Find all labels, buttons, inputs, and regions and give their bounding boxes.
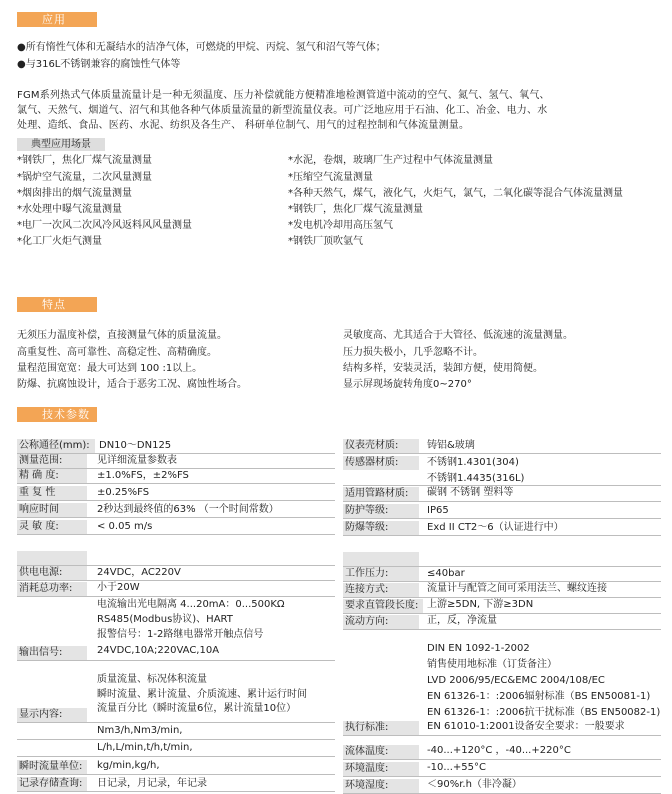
spec-row xyxy=(17,757,335,775)
spec-value: 碳钢 不锈钢 塑料等 xyxy=(427,487,514,498)
spec-value: 24VDC,10A;220VAC,10A xyxy=(97,645,220,656)
spec-row xyxy=(343,502,661,519)
spec-value: 销售使用地标准（订货备注） xyxy=(427,659,557,670)
scene-item: *水泥，卷烟，玻璃厂生产过程中气体流量测量 xyxy=(288,155,493,166)
spec-label: 执行标准: xyxy=(343,721,419,735)
spec-row xyxy=(343,644,661,736)
spec-value: ≤40bar xyxy=(427,568,465,579)
spec-row xyxy=(17,661,335,723)
spec-row xyxy=(17,518,335,535)
spec-value: kg/min,kg/h, xyxy=(97,760,160,771)
spec-row xyxy=(17,501,335,518)
spec-label: 流动方向: xyxy=(343,615,419,629)
spec-row xyxy=(17,437,335,454)
spec-label: 防爆等级: xyxy=(343,521,419,535)
spec-label: 适用管路材质: xyxy=(343,487,419,501)
spec-value: ±0.25%FS xyxy=(97,487,150,498)
specs-right-column xyxy=(343,437,661,794)
spec-value: 瞬时流量、累计流量、介质流速、累计运行时间 xyxy=(97,689,307,700)
spec-label: 仪表壳材质: xyxy=(343,439,419,453)
spec-label: 显示内容: xyxy=(17,708,87,722)
spec-label: 重 复 性 xyxy=(17,486,87,500)
spec-row xyxy=(343,760,661,777)
section-header-specs xyxy=(17,407,97,422)
spec-value: DIN EN 1092-1-2002 xyxy=(427,643,530,654)
spec-row xyxy=(343,519,661,536)
spec-row-continued xyxy=(17,740,335,757)
spec-value: 见详细流量参数表 xyxy=(97,455,177,466)
intro-line: 氯气、天然气、烟道气、沼气和其他各种气体质量流量的新型流量仪表。可广泛地应用于石油、化工、冶金、电力、水 xyxy=(17,105,548,116)
spec-label: 输出信号: xyxy=(17,646,87,660)
spec-value: -40...+120°C ，-40...+220°C xyxy=(427,745,571,756)
spec-label: 瞬时流量单位: xyxy=(17,760,87,774)
scene-item: *压缩空气流量测量 xyxy=(288,172,373,183)
section-title: 技术参数 xyxy=(42,408,90,421)
scene-item: *发电机冷却用高压氢气 xyxy=(288,220,393,231)
spec-label: 精 确 度: xyxy=(17,469,87,483)
spec-row-continued xyxy=(17,723,335,740)
section-title: 应用 xyxy=(42,13,66,26)
feature-item: 高重复性、高可靠性、高稳定性、高精确度。 xyxy=(17,347,217,358)
specs-left-column xyxy=(17,437,335,792)
scene-item: *钢铁厂顶吹氩气 xyxy=(288,236,363,247)
scene-item: *各种天然气，煤气，液化气，火炬气，氯气，二氧化碳等混合气体流量测量 xyxy=(288,188,623,199)
scene-item: *钢铁厂，焦化厂煤气流量测量 xyxy=(17,155,152,166)
spec-value: EN 61326-1：:2006抗干扰标准（BS EN50082-1) xyxy=(427,707,661,718)
spec-value: Exd II CT2～6（认证进行中） xyxy=(427,522,564,533)
spec-value: ±1.0%FS，±2%FS xyxy=(97,470,189,481)
section-title: 特点 xyxy=(42,298,66,311)
spec-label: 工作压力: xyxy=(343,567,419,581)
feature-item: 结构多样，安装灵活，装卸方便，使用简便。 xyxy=(343,363,543,374)
spec-label: 流体温度: xyxy=(343,745,419,759)
spec-value: 不锈钢1.4301(304) xyxy=(427,457,519,468)
spec-value: IP65 xyxy=(427,505,449,516)
spec-row xyxy=(343,437,661,454)
spec-row xyxy=(343,454,661,486)
scene-item: *钢铁厂，焦化厂煤气流量测量 xyxy=(288,204,423,215)
spec-label: 要求直管段长度: xyxy=(343,599,423,613)
spec-label: 环境温度: xyxy=(343,762,419,776)
spec-value: 流量计与配管之间可采用法兰、螺纹连接 xyxy=(427,583,607,594)
spec-value: LVD 2006/95/EC&EMC 2004/108/EC xyxy=(427,675,605,686)
typical-scenes-title: 典型应用场景 xyxy=(17,138,105,151)
spec-row xyxy=(17,454,335,469)
spec-label: 灵 敏 度: xyxy=(17,520,87,534)
feature-item: 防爆、抗腐蚀设计，适合于恶劣工况、腐蚀性场合。 xyxy=(17,379,247,390)
spec-label: 公称通径(mm): xyxy=(17,439,95,453)
scene-item: *烟囱排出的烟气流量测量 xyxy=(17,188,132,199)
spec-label: 连接方式: xyxy=(343,583,419,597)
spec-label: 响应时间 xyxy=(17,503,87,517)
spec-value: 流量百分比（瞬时流量6位，累计流量10位） xyxy=(97,703,297,714)
spec-value: 质量流量、标况体积流量 xyxy=(97,674,207,685)
feature-item: 无须压力温度补偿，直接测量气体的质量流量。 xyxy=(17,330,227,341)
spec-row xyxy=(343,567,661,582)
feature-item: 显示屏现场旋转角度0~270° xyxy=(343,379,472,390)
scene-item: *电厂一次风二次风冷风返料风风量测量 xyxy=(17,220,192,231)
spec-row xyxy=(343,486,661,502)
spec-value: EN 61010-1:2001设备安全要求：一般要求 xyxy=(427,721,625,732)
spec-value: 正，反，净流量 xyxy=(427,615,497,626)
spec-row-empty xyxy=(17,535,335,566)
bullet-line: ●所有惰性气体和无凝结水的洁净气体，可燃烧的甲烷、丙烷、氢气和沼气等气体； xyxy=(17,42,386,53)
feature-item: 量程范围宽宽：最大可达到 100 :1以上。 xyxy=(17,363,203,374)
spec-label: 记录存储查询: xyxy=(17,777,87,791)
section-header-application xyxy=(17,12,97,27)
spec-label xyxy=(343,552,419,566)
spec-label: 防护等级: xyxy=(343,504,419,518)
spec-value: < 0.05 m/s xyxy=(97,521,153,532)
spec-label: 测量范围: xyxy=(17,454,87,468)
spec-label: 消耗总功率: xyxy=(17,582,87,596)
section-header-features xyxy=(17,297,97,312)
spec-value: 上游≥5DN, 下游≥3DN xyxy=(427,599,534,610)
intro-line: 处理、造纸、食品、医药、水泥、纺织及各生产、 科研单位制气、用气的过程控制和气体流量测量。 xyxy=(17,120,470,131)
spec-label: 环境湿度: xyxy=(343,779,419,793)
spec-label: 供电电源: xyxy=(17,566,87,580)
spec-value: -10...+55°C xyxy=(427,762,486,773)
bullet-line: ●与316L不锈钢兼容的腐蚀性气体等 xyxy=(17,59,181,70)
spec-row xyxy=(343,614,661,630)
scene-item: *化工厂火炬气测量 xyxy=(17,236,102,247)
spec-row xyxy=(343,736,661,760)
feature-item: 压力损失极小，几乎忽略不计。 xyxy=(343,347,483,358)
intro-line: FGM系列热式气体质量流量计是一种无须温度、压力补偿就能方便精准地检测管道中流动的空气、氮气、氢气、氧气、 xyxy=(17,90,550,101)
spec-value: EN 61326-1：:2006辐射标准（BS EN50081-1) xyxy=(427,691,651,702)
spec-row xyxy=(17,566,335,581)
spec-row xyxy=(17,484,335,501)
spec-row xyxy=(17,597,335,661)
spec-value: DN10～DN125 xyxy=(99,440,172,451)
spec-row xyxy=(343,777,661,794)
spec-row xyxy=(343,582,661,598)
spec-value: 铸铝&玻璃 xyxy=(427,440,475,451)
scene-item: *水处理中曝气流量测量 xyxy=(17,204,122,215)
spec-value: Nm3/h,Nm3/min, xyxy=(97,725,183,736)
spec-value: 小于20W xyxy=(97,582,140,593)
spec-row xyxy=(343,598,661,614)
feature-item: 灵敏度高、尤其适合于大管径、低流速的流量测量。 xyxy=(343,330,573,341)
scene-item: *锅炉空气流量，二次风量测量 xyxy=(17,172,152,183)
spec-row xyxy=(17,469,335,484)
spec-value: 日记录，月记录，年记录 xyxy=(97,778,207,789)
spec-value: 不锈钢1.4435(316L) xyxy=(427,473,525,484)
spec-row-empty xyxy=(343,536,661,567)
spec-row xyxy=(17,581,335,597)
spec-value: 2秒达到最终值的63% （一个时间常数） xyxy=(97,504,279,515)
spec-label: 传感器材质: xyxy=(343,456,419,470)
spec-value: ＜90%r.h（非冷凝） xyxy=(427,779,522,790)
spec-row xyxy=(17,775,335,792)
spec-value: 报警信号：1-2路继电器常开触点信号 xyxy=(97,629,264,640)
spec-value: RS485(Modbus协议)、HART xyxy=(97,614,233,625)
spec-value: L/h,L/min,t/h,t/min, xyxy=(97,742,193,753)
spec-value: 24VDC，AC220V xyxy=(97,567,181,578)
spec-label xyxy=(17,551,87,565)
spec-value: 电流输出光电隔离 4...20mA：0...500KΩ xyxy=(97,599,285,610)
